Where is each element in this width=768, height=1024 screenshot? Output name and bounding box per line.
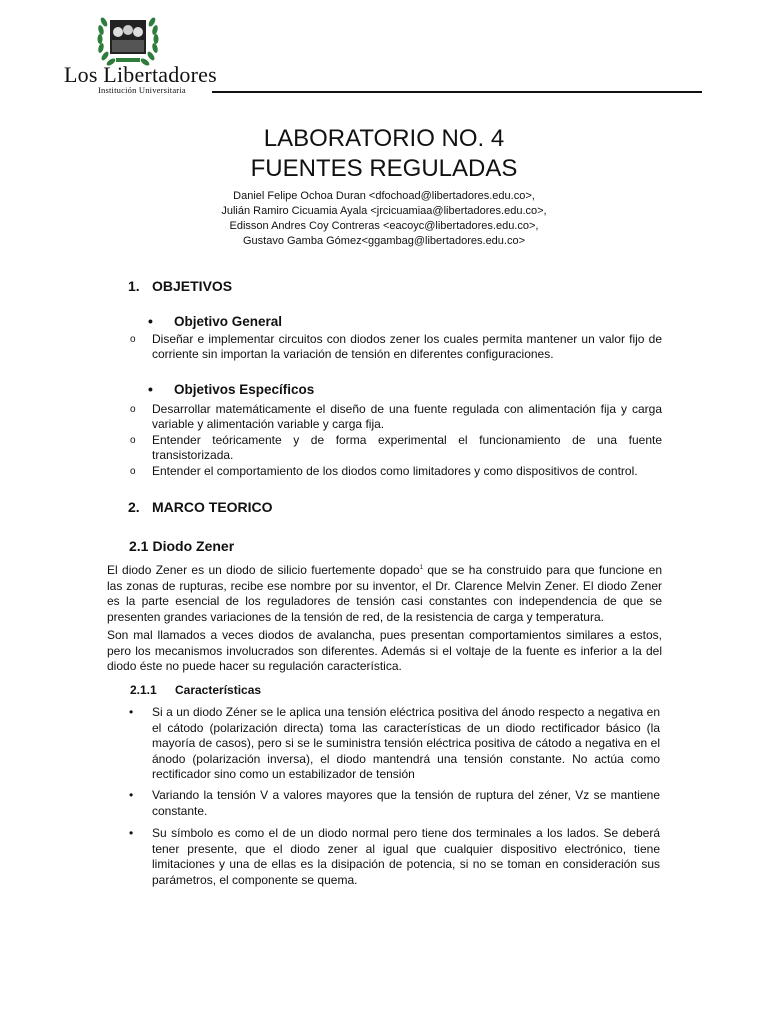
bullet-icon: •	[129, 826, 134, 840]
circle-bullet-icon: o	[130, 435, 136, 446]
page-header	[0, 0, 768, 100]
paragraph-diodo-zener-1: El diodo Zener es un diodo de silicio fuertemente dopado$^1$ que se ha construido para que funcione en las zonas de rupturas, recibe ese nombre por su inventor, el Dr. Clarence Melvin Zener. El diodo Zener es la parte esencial de los reguladores de tensión casi constantes con independencia de que se presenten grandes variaciones de la tensión de red, de la resistencia de carga y temperatura.	[107, 563, 662, 624]
brand-subtitle: Institución Universitaria	[98, 85, 186, 95]
author-2: Julián Ramiro Cicuamia Ayala <jrcicuamiaa@libertadores.edu.co>,	[221, 205, 547, 217]
section-1-heading	[128, 278, 232, 294]
bullet-icon: •	[148, 313, 153, 329]
section-1-number: 1.	[128, 278, 140, 294]
objetivo-general-heading: • Objetivo General	[148, 313, 283, 329]
author-4: Gustavo Gamba Gómez<ggambag@libertadores.edu.co>	[242, 235, 526, 247]
objetivo-general-item: o Diseñar e implementar circuitos con diodos zener los cuales permita mantener un valor fijo de corriente sin importan la variación de tensión en diferentes configuraciones.	[130, 332, 662, 361]
bullet-icon: •	[148, 381, 153, 397]
author-3: Edisson Andres Coy Contreras <eacoyc@libertadores.edu.co>,	[229, 220, 539, 232]
caracteristica-item-1: • Si a un diodo Zéner se le aplica una tensión eléctrica positiva del ánodo respecto a negativa en el cátodo (polarización directa) toma las características de un diodo rectificador básico (la mayoría de casos), pero si se le suministra tensión eléctrica positiva de cátodo a negativa en el ánodo (polarización inversa), el diodo mantendrá una tensión constante. No actúa como rectificador sino como un estabilizador de tensión	[129, 705, 660, 781]
bullet-icon: •	[129, 705, 134, 719]
objetivo-especifico-item-3: o Entender el comportamiento de los diodos como limitadores y como dispositivos de control.	[130, 464, 638, 478]
caracteristica-item-3: • Su símbolo es como el de un diodo normal pero tiene dos terminales a los lados. Se deberá tener presente, que el diodo zener al igual que cualquier dispositivo electrónico, tiene limitaciones y una de ellas es la disipación de potencia, si no se toman en consideración sus parámetros, el componente se quema.	[129, 826, 660, 887]
subsection-2-1-1-heading: 2.1.1 Características	[130, 683, 262, 697]
objetivo-especifico-item-2: o Entender teóricamente y de forma experimental el funcionamiento de una fuente transistorizada.	[130, 433, 662, 462]
doc-title-line2: FUENTES REGULADAS	[250, 155, 518, 182]
doc-title-line1: LABORATORIO NO. 4	[263, 125, 505, 152]
caracteristica-item-2: • Variando la tensión V a valores mayores que la tensión de ruptura del zéner, Vz se mantiene constante.	[129, 788, 660, 818]
objetivos-especificos-heading: • Objetivos Específicos	[148, 381, 315, 397]
paragraph-diodo-zener-2: Son mal llamados a veces diodos de avalancha, pues presentan comportamientos similares a estos, pero los mecanismos involucrados son diferentes. Además si el voltaje de la fuente es inferior a la del diodo éste no puede hacer su regulación característica.	[107, 628, 662, 673]
subsection-2-1-heading: 2.1 Diodo Zener	[129, 538, 235, 554]
bullet-icon: •	[129, 788, 134, 802]
circle-bullet-icon: o	[130, 404, 136, 415]
section-1-title: OBJETIVOS	[152, 278, 233, 294]
author-1: Daniel Felipe Ochoa Duran <dfochoad@libertadores.edu.co>,	[233, 190, 535, 202]
circle-bullet-icon: o	[130, 334, 136, 345]
section-2-number: 2.	[128, 499, 140, 515]
section-2-title: MARCO TEORICO	[152, 499, 273, 515]
circle-bullet-icon: o	[130, 466, 136, 477]
objetivo-especifico-item-1: o Desarrollar matemáticamente el diseño de una fuente regulada con alimentación fija y carga variable y alimentación variable y carga fija.	[130, 402, 662, 431]
header-divider	[212, 91, 702, 93]
section-2-heading	[128, 499, 273, 515]
brand-name: Los Libertadores	[64, 62, 217, 87]
